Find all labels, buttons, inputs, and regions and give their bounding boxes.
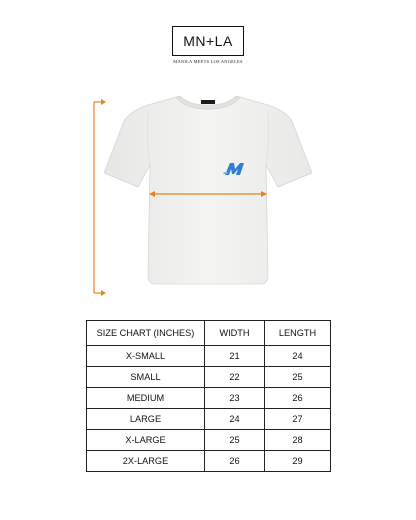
length-cell: 28 — [265, 430, 331, 451]
width-cell: 26 — [205, 451, 265, 472]
header-width: WIDTH — [205, 321, 265, 346]
table-row — [87, 388, 331, 409]
table-row — [87, 367, 331, 388]
size-chart-table — [86, 320, 331, 472]
size-cell: X-SMALL — [87, 346, 205, 367]
table-row — [87, 451, 331, 472]
length-cell: 27 — [265, 409, 331, 430]
tshirt-diagram — [90, 95, 326, 310]
header-size-chart: SIZE CHART (INCHES) — [87, 321, 205, 346]
table-row — [87, 409, 331, 430]
size-cell: X-LARGE — [87, 430, 205, 451]
logo-text: MN+LA — [183, 33, 233, 49]
width-cell: 25 — [205, 430, 265, 451]
size-cell: MEDIUM — [87, 388, 205, 409]
brand-logo — [172, 26, 244, 56]
table-row — [87, 430, 331, 451]
tshirt-body — [104, 97, 312, 284]
width-cell: 21 — [205, 346, 265, 367]
brand-tagline: MANILA MEETS LOS ANGELES — [173, 59, 243, 64]
neck-label — [201, 100, 215, 104]
size-cell: 2X-LARGE — [87, 451, 205, 472]
size-cell: LARGE — [87, 409, 205, 430]
width-cell: 24 — [205, 409, 265, 430]
header-length: LENGTH — [265, 321, 331, 346]
table-row — [87, 346, 331, 367]
width-cell: 22 — [205, 367, 265, 388]
table-header-row — [87, 321, 331, 346]
length-cell: 25 — [265, 367, 331, 388]
size-cell: SMALL — [87, 367, 205, 388]
width-cell: 23 — [205, 388, 265, 409]
length-measure-arrow — [94, 99, 106, 296]
length-cell: 26 — [265, 388, 331, 409]
length-cell: 24 — [265, 346, 331, 367]
length-cell: 29 — [265, 451, 331, 472]
